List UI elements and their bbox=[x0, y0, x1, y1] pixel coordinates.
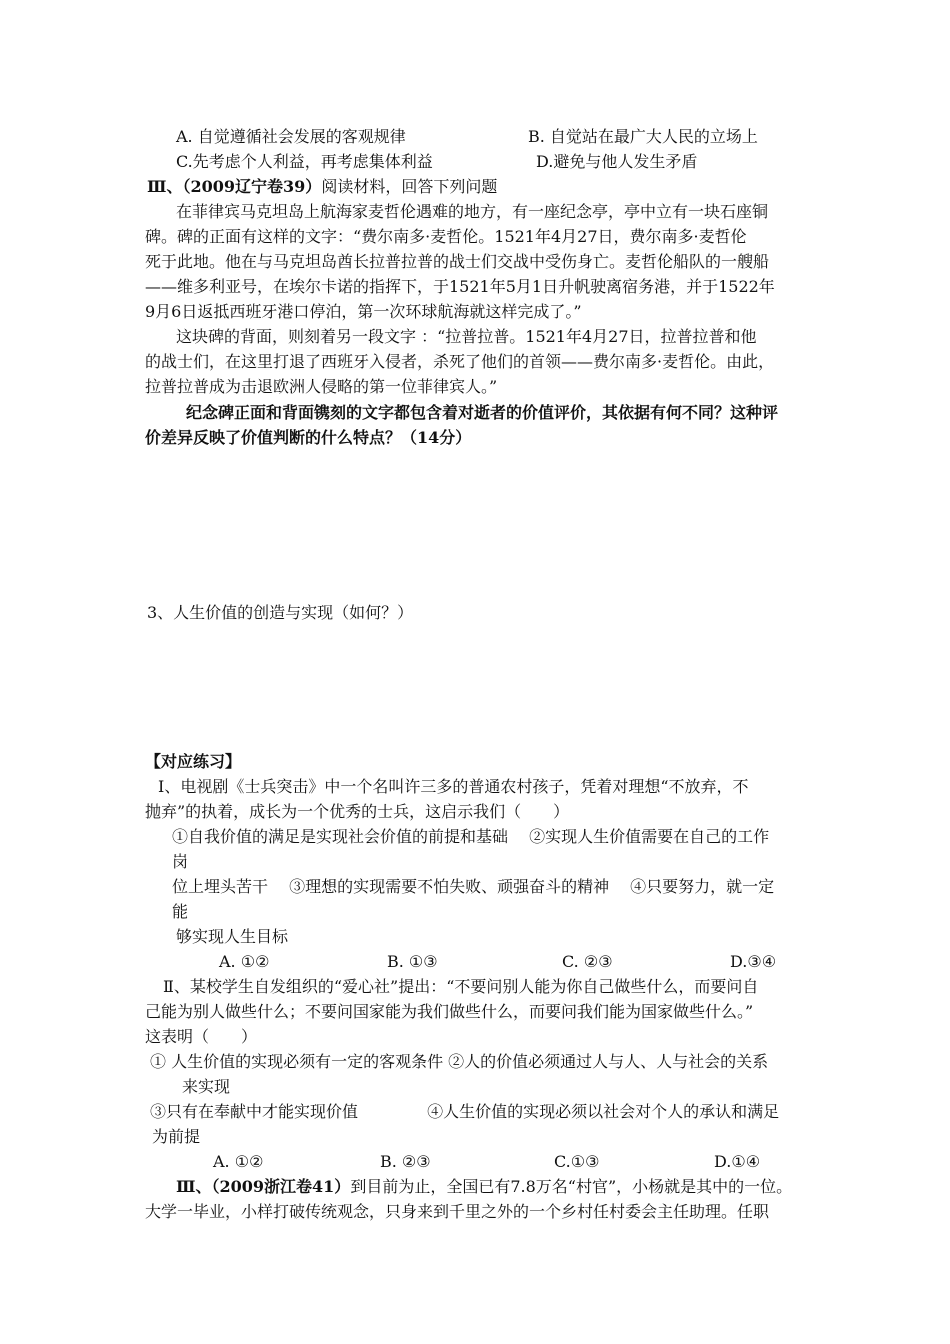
option-d: D.③④ bbox=[730, 952, 777, 971]
material-line: 拉普拉普成为击退欧洲人侵略的第一位菲律宾人。” bbox=[145, 377, 498, 396]
statement-line: ① 人生价值的实现必须有一定的客观条件 ②人的价值必须通过人与人、人与社会的关系 bbox=[150, 1052, 769, 1071]
option-b: B. ①③ bbox=[387, 952, 438, 971]
question-number: Ⅲ、 bbox=[176, 1177, 212, 1196]
question-stem: 这表明（ ） bbox=[145, 1027, 258, 1046]
question-stem: Ⅰ、电视剧《士兵突击》中一个名叫许三多的普通农村孩子，凭着对理想“不放弃，不 bbox=[158, 777, 749, 796]
option-d: D.①④ bbox=[714, 1152, 761, 1171]
question-stem: Ⅱ、某校学生自发组织的“爱心社”提出：“不要问别人能为你自己做些什么，而要问自 bbox=[163, 977, 759, 996]
question-3-header bbox=[147, 176, 497, 198]
section-heading: 3、人生价值的创造与实现（如何？） bbox=[147, 603, 414, 622]
material-line: 9月6日返抵西班牙港口停泊，第一次环球航海就这样完成了。” bbox=[145, 302, 582, 321]
option-a: A. ①② bbox=[219, 952, 270, 971]
statement-line: 来实现 bbox=[182, 1077, 231, 1096]
material-line: 在菲律宾马克坦岛上航海家麦哲伦遇难的地方，有一座纪念亭，亭中立有一块石座铜 bbox=[176, 202, 769, 221]
statement-line: 岗 bbox=[172, 852, 189, 871]
material-line: ——维多利亚号，在埃尔卡诺的指挥下，于1521年5月1日升帆驶离宿务港，并于1522年 bbox=[145, 277, 775, 296]
option-d: D.避免与他人发生矛盾 bbox=[536, 152, 698, 171]
option-b: B. 自觉站在最广大人民的立场上 bbox=[528, 127, 758, 146]
question-3-practice-line bbox=[176, 1176, 792, 1198]
question-text: 大学一毕业，小样打破传统观念，只身来到千里之外的一个乡村任村委会主任助理。任职 bbox=[145, 1202, 770, 1221]
option-c: C. ②③ bbox=[562, 952, 613, 971]
statement-line: 够实现人生目标 bbox=[176, 927, 289, 946]
statement-line: ③只有在奉献中才能实现价值 ④人生价值的实现必须以社会对个人的承认和满足 bbox=[150, 1102, 780, 1121]
option-a: A. 自觉遵循社会发展的客观规律 bbox=[176, 127, 406, 146]
question-text: 纪念碑正面和背面镌刻的文字都包含着对逝者的价值评价，其依据有何不同？这种评 bbox=[186, 403, 779, 422]
option-a: A. ①② bbox=[213, 1152, 264, 1171]
material-line: 碑。碑的正面有这样的文字：“费尔南多·麦哲伦。1521年4月27日，费尔南多·麦哲伦 bbox=[145, 227, 747, 246]
practice-title: 【对应练习】 bbox=[145, 752, 242, 771]
material-line: 的战士们，在这里打退了西班牙入侵者，杀死了他们的首领——费尔南多·麦哲伦。由此， bbox=[145, 352, 775, 371]
statement-line: 能 bbox=[172, 902, 189, 921]
question-text: 价差异反映了价值判断的什么特点？（14分） bbox=[145, 428, 472, 447]
question-prompt: 阅读材料，回答下列问题 bbox=[321, 177, 498, 196]
question-stem: 抛弃”的执着，成长为一个优秀的士兵，这启示我们（ ） bbox=[145, 802, 570, 821]
statement-line: ①自我价值的满足是实现社会价值的前提和基础 ②实现人生价值需要在自己的工作 bbox=[172, 827, 770, 846]
option-c: C.先考虑个人利益，再考虑集体利益 bbox=[176, 152, 433, 171]
question-number: Ⅲ、 bbox=[147, 177, 183, 196]
statement-line: 为前提 bbox=[152, 1127, 201, 1146]
option-b: B. ②③ bbox=[380, 1152, 431, 1171]
statement-line: 位上埋头苦干 ③理想的实现需要不怕失败、顽强奋斗的精神 ④只要努力，就一定 bbox=[172, 877, 775, 896]
question-text: 到目前为止，全国已有7.8万名“村官”，小杨就是其中的一位。 bbox=[350, 1177, 793, 1196]
material-line: 死于此地。他在与马克坦岛酋长拉普拉普的战士们交战中受伤身亡。麦哲伦船队的一艘船 bbox=[145, 252, 770, 271]
question-source: （2009辽宁卷39） bbox=[182, 177, 322, 196]
material-line: 这块碑的背面，则刻着另一段文字 ：“拉普拉普。1521年4月27日，拉普拉普和他 bbox=[176, 327, 757, 346]
question-source: （2009浙江卷41） bbox=[211, 1177, 351, 1196]
option-c: C.①③ bbox=[554, 1152, 600, 1171]
question-stem: 己能为别人做些什么；不要问国家能为我们做些什么，而要问我们能为国家做些什么。” bbox=[145, 1002, 754, 1021]
